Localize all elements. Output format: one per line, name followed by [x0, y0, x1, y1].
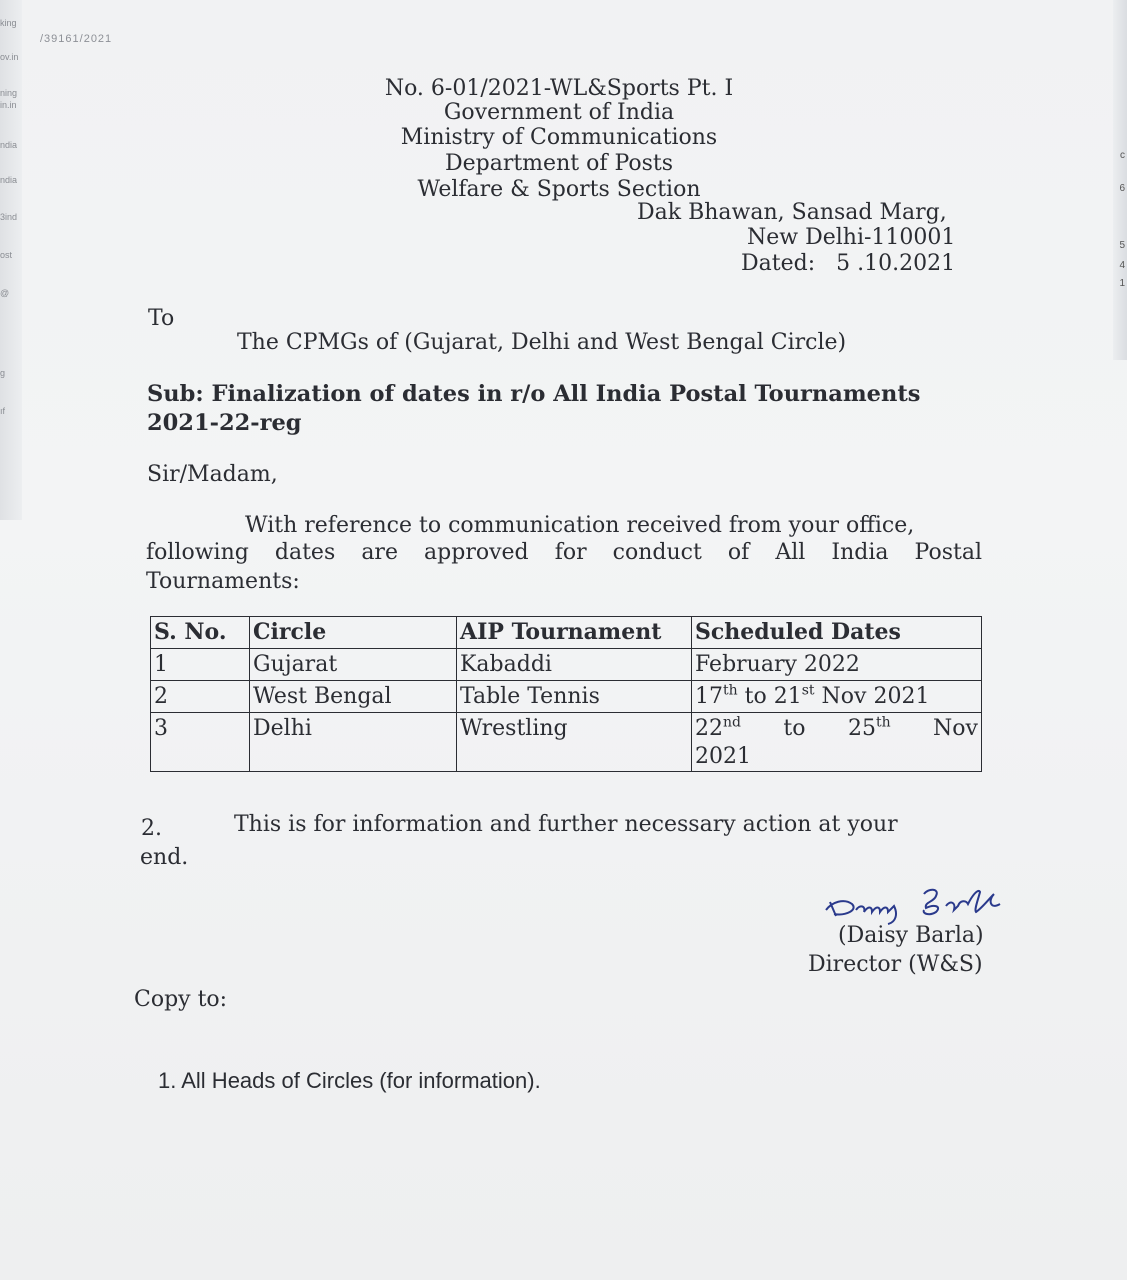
date-start: 22 [695, 716, 723, 741]
header-government: Government of India [443, 100, 675, 125]
address-line-1: Dak Bhawan, Sansad Marg, [637, 200, 947, 225]
signature-text: Daisy Barla [822, 926, 828, 927]
cell-sno: 1 [151, 649, 250, 681]
right-page-edge: c 6 5 4 1 [1113, 0, 1127, 360]
reference-stamp: /39161/2021 [40, 33, 113, 45]
table-row [151, 649, 982, 681]
dated-label: Dated: [741, 251, 816, 276]
to-label: To [148, 306, 175, 331]
body-line-3: Tournaments: [146, 569, 300, 594]
cell-tournament: Wrestling [457, 713, 692, 772]
cell-sno: 2 [151, 681, 250, 713]
signatory-name: (Daisy Barla) [838, 923, 984, 948]
header-tournament: AIP Tournament [457, 617, 692, 649]
cell-dates [692, 681, 982, 713]
cell-circle: Delhi [250, 713, 457, 772]
cell-tournament: Table Tennis [457, 681, 692, 713]
para-number: 2. [141, 816, 162, 841]
header-section: Welfare & Sports Section [417, 177, 701, 202]
header-ministry: Ministry of Communications [400, 125, 718, 150]
date-start-suffix: nd [723, 714, 741, 731]
date-end: 25 [847, 716, 876, 741]
copy-to-item: 1. All Heads of Circles (for information). [158, 1068, 541, 1093]
cell-sno: 3 [151, 713, 250, 772]
body-line-1: With reference to communication received from your office, [245, 513, 915, 538]
cell-circle: West Bengal [250, 681, 457, 713]
para-line-1: This is for information and further necessary action at your [234, 812, 898, 837]
date-middle-suffix: st [801, 682, 815, 699]
dated-value: 5 .10.2021 [836, 251, 956, 276]
date-year: 2021 [695, 744, 751, 769]
body-line-2: following dates are approved for conduct of All India Postal [146, 540, 982, 565]
header-circle: Circle [250, 617, 457, 649]
file-number: No. 6-01/2021-WL&Sports Pt. I [384, 76, 734, 101]
schedule-table [150, 616, 982, 772]
cell-circle: Gujarat [250, 649, 457, 681]
table-row [151, 713, 982, 772]
cell-dates: February 2022 [692, 649, 982, 681]
date-month: Nov [933, 716, 978, 741]
subject-line-1: Sub: Finalization of dates in r/o All India Postal Tournaments [147, 381, 921, 407]
date-start-suffix: th [723, 682, 738, 699]
date-start: 17 [695, 684, 723, 709]
date-end: Nov 2021 [821, 684, 930, 709]
copy-to-label: Copy to: [134, 987, 228, 1012]
header-sno: S. No. [151, 617, 250, 649]
recipient: The CPMGs of (Gujarat, Delhi and West Bengal Circle) [237, 330, 847, 355]
date-end-suffix: th [875, 714, 891, 731]
table-row [151, 681, 982, 713]
left-page-edge: king ov.in ning in.in ndia ndia 3ind ost @ g ıf [0, 0, 22, 520]
salutation: Sir/Madam, [147, 462, 278, 487]
date-to: to [783, 716, 806, 741]
header-dates: Scheduled Dates [692, 617, 982, 649]
para-line-2: end. [140, 845, 189, 870]
date-line [741, 251, 955, 276]
header-department: Department of Posts [444, 151, 674, 176]
address-line-2: New Delhi-110001 [747, 225, 956, 250]
date-middle: to 21 [744, 684, 802, 709]
cell-dates [692, 713, 982, 772]
cell-tournament: Kabaddi [457, 649, 692, 681]
table-header-row [151, 617, 982, 649]
signature-image [822, 880, 1022, 926]
signatory-designation: Director (W&S) [808, 952, 983, 977]
subject-line-2: 2021-22-reg [147, 410, 302, 436]
